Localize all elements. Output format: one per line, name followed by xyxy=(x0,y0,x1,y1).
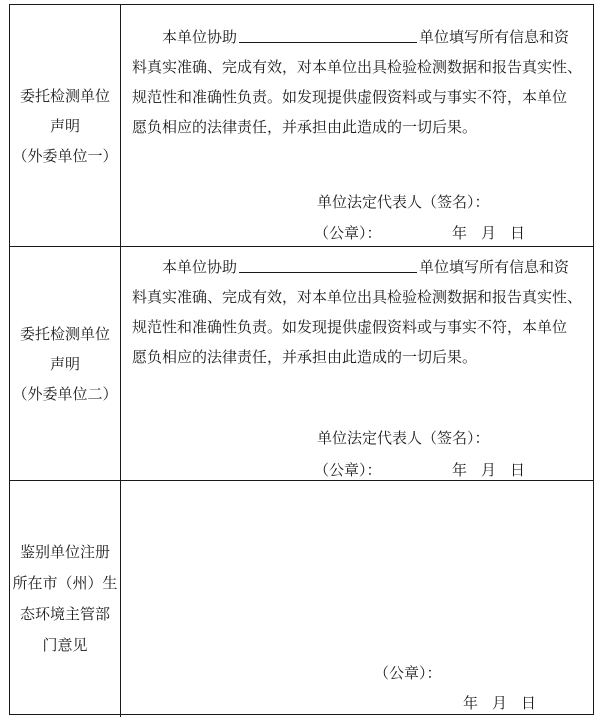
opinion-content-cell[interactable] xyxy=(121,481,593,717)
declaration-text-line: 料真实准确、完成有效，对本单位出具检验检测数据和报告真实性、 xyxy=(132,58,583,76)
date-month-label: 月 xyxy=(481,224,497,242)
row-label-line: 态环境主管部 xyxy=(19,605,110,623)
assisted-unit-blank-field[interactable] xyxy=(239,26,417,43)
declaration-prefix: 本单位协助 xyxy=(162,258,238,276)
row-label-line: 鉴别单位注册 xyxy=(19,543,110,561)
row-label-line: 委托检测单位 xyxy=(19,325,110,343)
legal-representative-signature-label: 单位法定代表人（签名）： xyxy=(317,429,490,447)
declaration-suffix: 单位填写所有信息和资 xyxy=(419,258,570,276)
date-year-label: 年 xyxy=(452,224,468,242)
date-day-label: 日 xyxy=(521,694,537,712)
row-label-cell xyxy=(10,247,121,481)
declaration-content-cell xyxy=(121,5,593,246)
official-seal-label: （公章）： xyxy=(374,664,442,682)
declaration-text-line: 愿负相应的法律责任，并承担由此造成的一切后果。 xyxy=(132,348,478,366)
declaration-text-line: 规范性和准确性负责。如发现提供虚假资料或与事实不符，本单位 xyxy=(132,318,568,336)
date-year-label: 年 xyxy=(463,694,479,712)
official-seal-label: （公章）： xyxy=(314,224,382,242)
declaration-text-line: 愿负相应的法律责任，并承担由此造成的一切后果。 xyxy=(132,118,478,136)
row-label-line: 委托检测单位 xyxy=(19,86,110,105)
row-label-line: 声明 xyxy=(49,116,80,135)
row-label-line: 声明 xyxy=(49,355,80,373)
legal-representative-signature-label: 单位法定代表人（签名）： xyxy=(317,193,490,211)
date-year-label: 年 xyxy=(452,461,468,479)
declaration-prefix: 本单位协助 xyxy=(162,28,238,46)
declaration-row-entrusted-unit-2 xyxy=(10,246,593,481)
row-label-line: （外委单位二） xyxy=(12,385,118,403)
date-field xyxy=(463,692,550,713)
declaration-row-environmental-authority-opinion xyxy=(10,480,593,717)
date-month-label: 月 xyxy=(492,694,508,712)
row-label-line: （外委单位一） xyxy=(12,146,118,165)
row-label-line: 门意见 xyxy=(42,636,88,654)
declaration-table xyxy=(9,4,594,715)
declaration-text-line: 料真实准确、完成有效，对本单位出具检验检测数据和报告真实性、 xyxy=(132,288,583,306)
declaration-content-cell xyxy=(121,247,593,481)
date-month-label: 月 xyxy=(481,461,497,479)
declaration-text-line: 规范性和准确性负责。如发现提供虚假资料或与事实不符，本单位 xyxy=(132,88,568,106)
date-day-label: 日 xyxy=(510,461,526,479)
date-field xyxy=(452,459,539,480)
row-label-cell xyxy=(10,5,121,246)
date-day-label: 日 xyxy=(510,224,526,242)
declaration-suffix: 单位填写所有信息和资 xyxy=(419,28,570,46)
assisted-unit-blank-field[interactable] xyxy=(239,256,417,273)
declaration-paragraph xyxy=(132,22,585,142)
row-label-cell xyxy=(10,481,121,717)
date-field xyxy=(452,222,539,243)
row-label-line: 所在市（州）生 xyxy=(12,574,118,592)
declaration-paragraph xyxy=(132,252,585,372)
declaration-row-entrusted-unit-1 xyxy=(10,5,593,246)
official-seal-label: （公章）： xyxy=(314,461,382,479)
